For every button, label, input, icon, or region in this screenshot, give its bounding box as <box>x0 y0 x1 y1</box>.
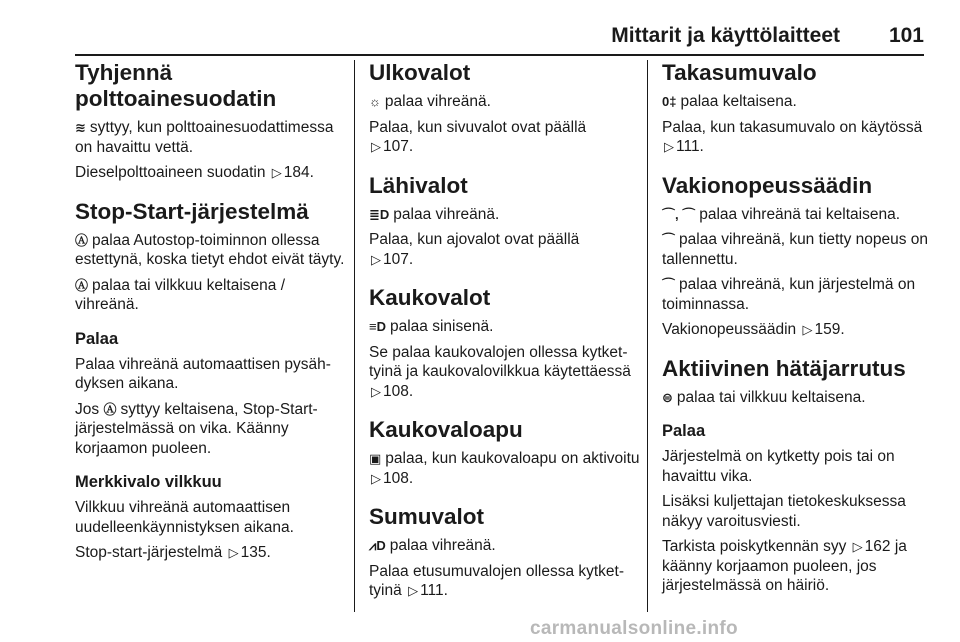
page-header <box>75 22 924 56</box>
autostop-icon: Ⓐ <box>103 401 117 417</box>
paragraph: Ⓐ palaa tai vilkkuu keltaisena / vihreänä. <box>75 276 286 313</box>
high-beam-assist-icon: ▣ <box>369 451 382 466</box>
column-3 <box>662 60 934 602</box>
fog-light-icon: ⩘D <box>369 538 386 553</box>
column-1 <box>75 60 347 569</box>
page-ref-icon: ▷ <box>228 545 239 560</box>
paragraph: ⌒ palaa vihreänä, kun järjestelmä on toiminnassa. <box>662 276 916 313</box>
rear-fog-light-icon: 0‡ <box>662 94 677 109</box>
page-ref-icon: ▷ <box>371 470 381 486</box>
paragraph: ⌒ palaa vihreänä, kun tietty nopeus on tallennettu. <box>662 231 929 268</box>
paragraph: Palaa, kun takasumuvalo on käytössä ▷ 111. <box>662 118 923 155</box>
paragraph: 0‡ palaa keltaisena. <box>662 93 797 110</box>
page-ref-icon: ▷ <box>371 139 381 154</box>
paragraph: Ⓐ palaa Autostop-toiminnon ollessa estettynä, koska tietyt ehdot eivät täyty. <box>75 231 345 268</box>
heading-aktiivinen-hatajarrutus: Aktiivinen hätäjarrutus <box>662 355 906 381</box>
low-beam-icon: ≣D <box>369 206 390 222</box>
cruise-control-icon: ⌒, ⌒ <box>662 206 696 222</box>
page-ref-icon: ▷ <box>802 322 813 337</box>
paragraph: Vakionopeussäädin ▷ 159. <box>662 321 845 338</box>
paragraph: ▣ palaa, kun kaukovaloapu on aktivoitu ▷ 108. <box>369 450 640 487</box>
exterior-light-icon: ☼ <box>369 94 381 109</box>
paragraph: Tarkista poiskytkennän syy ▷ 162 ja käänny korjaamon puoleen, jos järjestelmässä on häiriö. <box>662 538 907 594</box>
page-ref-icon: ▷ <box>664 139 674 154</box>
heading-lahivalot: Lähivalot <box>369 172 468 198</box>
page-ref-icon: ▷ <box>371 383 381 399</box>
paragraph: Vilkkuu vihreänä automaattisen uudelleenkäynnistyksen aikana. <box>75 499 294 536</box>
paragraph: Palaa, kun sivuvalot ovat päällä ▷ 107. <box>369 118 587 155</box>
autostop-off-icon: Ⓐ <box>75 232 89 248</box>
heading-palaa: Palaa <box>75 329 119 348</box>
cruise-control-active-icon: ⌒ <box>662 277 676 292</box>
heading-kaukovaloapu: Kaukovaloapu <box>369 417 523 442</box>
heading-kaukovalot: Kaukovalot <box>369 285 491 310</box>
paragraph: ≋ syttyy, kun polttoainesuodattimessa on havaittu vettä. <box>75 119 334 156</box>
page-ref-icon: ▷ <box>271 165 282 180</box>
paragraph: Järjestelmä on kytketty pois tai on havaittu vika. <box>662 448 895 485</box>
column-divider <box>647 60 648 612</box>
column-2 <box>369 60 641 607</box>
paragraph: ≡D palaa sinisenä. <box>369 318 494 335</box>
paragraph: Palaa etusumuvalojen ollessa kytkettyinä ▷ 111. <box>369 562 625 599</box>
paragraph: ⊜ palaa tai vilkkuu keltaisena. <box>662 388 866 406</box>
watermark: carmanualsonline.info <box>530 618 738 639</box>
paragraph: Se palaa kaukovalojen ollessa kytkettyinä ja kaukovalovilkkua käytettäessä ▷ 108. <box>369 343 631 400</box>
heading-fuel-filter: Tyhjennä polttoainesuodatin <box>75 60 277 111</box>
paragraph: Dieselpolttoaineen suodatin ▷ 184. <box>75 164 314 181</box>
page-ref-icon: ▷ <box>852 539 863 554</box>
page-number: 101 <box>888 24 924 47</box>
autostop-icon: Ⓐ <box>75 277 89 293</box>
paragraph: ≣D palaa vihreänä. <box>369 205 500 223</box>
heading-takasumuvalo: Takasumuvalo <box>662 60 817 85</box>
heading-palaa: Palaa <box>662 422 706 440</box>
high-beam-icon: ≡D <box>369 319 386 334</box>
page-ref-icon: ▷ <box>371 251 381 267</box>
heading-stop-start: Stop-Start-järjestelmä <box>75 198 309 224</box>
heading-ulkovalot: Ulkovalot <box>369 60 471 85</box>
paragraph: ☼ palaa vihreänä. <box>369 93 491 110</box>
cruise-control-icon: ⌒ <box>662 232 676 247</box>
heading-sumuvalot: Sumuvalot <box>369 504 485 529</box>
paragraph: Palaa, kun ajovalot ovat päällä ▷ 107. <box>369 231 580 268</box>
heading-merkkivalo: Merkkivalo vilkkuu <box>75 473 222 491</box>
emergency-braking-icon: ⊜ <box>662 389 673 405</box>
column-divider <box>354 60 355 612</box>
paragraph: Jos Ⓐ syttyy keltaisena, Stop-Start-järjestelmässä on vika. Käänny korjaamon puoleen. <box>75 400 318 457</box>
page-ref-icon: ▷ <box>408 583 419 598</box>
paragraph: Lisäksi kuljettajan tietokeskuksessa näkyy varoitusviesti. <box>662 493 906 530</box>
paragraph: Stop-start-järjestelmä ▷ 135. <box>75 544 271 561</box>
fuel-filter-icon: ≋ <box>75 120 86 135</box>
paragraph: Palaa vihreänä automaattisen pysähdyksen aikana. <box>75 355 331 392</box>
paragraph: ⌒, ⌒ palaa vihreänä tai keltaisena. <box>662 205 901 223</box>
paragraph: ⩘D palaa vihreänä. <box>369 537 496 554</box>
heading-vakionopeussaadin: Vakionopeussäädin <box>662 172 873 198</box>
page-title: Mittarit ja käyttölaitteet <box>611 24 840 47</box>
